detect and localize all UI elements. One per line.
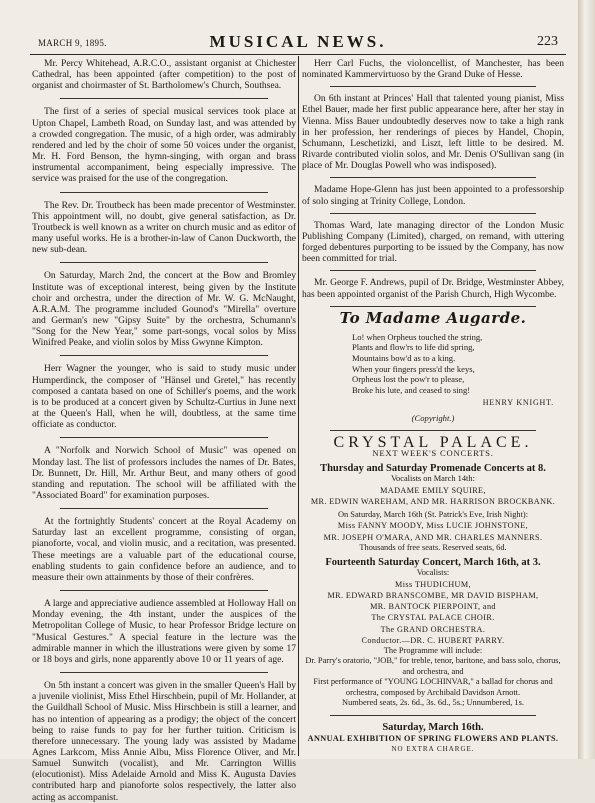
poem-copyright: (Copyright.) (411, 412, 455, 423)
advert-title: CRYSTAL PALACE. (333, 433, 533, 451)
promenade-heading: Thursday and Saturday Promenade Concerts at 8. (320, 463, 546, 474)
news-item-holloway-hall: A large and appreciative audience assembled at Holloway Hall on Monday evening, the 4th instant, under the auspices of the Metropolitan College of Music, to hear Professor Bridge lecture on "Musical Gestures." A special feature in the lecture was the admirable manner in which the illustrations were given by some 17 or 18 boys and girls, none apparently above 10 or 11 years of age. (32, 598, 296, 665)
news-item-bauer: On 6th instant at Princes' Hall that talented young pianist, Miss Ethel Bauer, made her first public appearance here, after her stay in Vienna. Miss Bauer undoubtedly deserves now to take a high rank in her profession, her renderings of pieces by Handel, Chopin, Schumann, Leschetizki, and Liszt, left little to be desired. M. Rivarde contributed violin solos, and Mr. Denis O'Sullivan sang (in place of Mr. Douglas Powell who was indisposed). (302, 93, 564, 172)
seat-prices: Numbered seats, 2s. 6d., 3s. 6d., 5s.; Unnumbered, 1s. (342, 698, 524, 708)
fourteenth-concert-heading: Fourteenth Saturday Concert, March 16th, at 3. (325, 557, 541, 569)
poem-line: Mountains bow'd as to a king. (352, 353, 456, 363)
vocalist-pierpoint: MR. BANTOCK PIERPOINT, and (370, 602, 496, 612)
vocalists-misses: Miss FANNY MOODY, Miss LUCIE JOHNSTONE, (337, 521, 529, 531)
news-item-royal-academy: At the fortnightly Students' concert at the Royal Academy on Saturday last an excellent programme, consisting of organ, pianoforte, vocal, and violin music, and a recitation, was presented. These meetings are a valuable part of the educational course, enabling students to gain confidence before an audience, and to measure their own attainments by those of their confrères. (32, 516, 296, 583)
item-separator (330, 270, 536, 271)
choir-line: The CRYSTAL PALACE CHOIR. (371, 613, 495, 623)
news-item-troutbeck: The Rev. Dr. Troutbeck has been made precentor of Westminster. This appointment will, no doubt, give general satisfaction, as Dr. Troutbeck is well known as a writer on church music and as editor of many useful works. He is a brother-in-law of Canon Duckworth, the new sub-dean. (32, 199, 296, 256)
item-separator (330, 177, 536, 178)
news-item-bow-bromley: On Saturday, March 2nd, the concert at the Bow and Bromley Institute was of exceptional interest, being given by the Institute choir and orchestra, under the direction of Mr. W. G. McNaught, A.R.A.M. The programme included Gounod's "Mirella" overture and German's new "Gipsy Suite" by the orchestra, Schumann's "Song for the New Year," some part-songs, vocal solos by Miss Winifred Peake, and violin solos by Miss Gwynne Kimpton. (32, 270, 296, 349)
programme-lochinvar: First performance of "YOUNG LOCHINVAR," a ballad for chorus and orchestra, composed by Archibald Davidson Arnott. (313, 677, 553, 697)
item-separator (330, 715, 536, 716)
news-item-andrews: Mr. George F. Andrews, pupil of Dr. Bridge, Westminster Abbey, has been appointed organist of the Parish Church, High Wycombe. (302, 277, 564, 300)
vocalist-madame: MADAME EMILY SQUIRE, (380, 485, 486, 495)
no-extra-charge: NO EXTRA CHARGE. (391, 745, 475, 754)
conductor-line: Conductor.—DR. C. HUBERT PARRY. (361, 635, 505, 645)
item-separator (60, 98, 268, 99)
advert-subtitle: NEXT WEEK'S CONCERTS. (372, 447, 494, 458)
poem-lines (352, 332, 564, 396)
poem-line: Plants and flow'rs to life did spring, (352, 342, 475, 353)
left-column (32, 58, 296, 803)
item-separator (60, 590, 268, 591)
page-header (30, 30, 566, 52)
item-separator (330, 430, 536, 431)
programme-job: Dr. Parry's oratorio, "JOB," for treble, tenor, baritone, and bass solo, chorus, and orchestra, and (305, 656, 561, 676)
vocalists-label: Vocalists: (416, 568, 450, 578)
item-separator (330, 86, 536, 87)
poem-line: Orpheus lost the pow'r to please, (352, 374, 465, 385)
vocalists-mr: MR. EDWIN WAREHAM, AND MR. HARRISON BROCKBANK. (310, 496, 556, 506)
news-item-thomas-ward: Thomas Ward, late managing director of the London Music Publishing Company (Limited), charged, on remand, with uttering forged debentures purporting to be issued by the Company, has now been committed for trial. (302, 219, 564, 265)
vocalists-branscombe-bispham: MR. EDWARD BRANSCOMBE, MR DAVID BISPHAM, (327, 591, 539, 601)
final-saturday-heading: Saturday, March 16th. (382, 721, 484, 733)
news-item-norfolk-norwich: A "Norfolk and Norwich School of Music" was opened on Monday last. The list of professors includes the names of Dr. Bates, Dr. Bunnett, Dr. Hill, Mr. Arthur Beut, and many others of good standing and reputation. The school will be affiliated with the "Associated Board" for examination purposes. (32, 445, 296, 501)
poem-line: When your fingers press'd the keys, (352, 363, 475, 374)
news-item-wagner: Herr Wagner the younger, who is said to study music under Humperdinck, the composer of "Hänsel und Gretel," has recently composed a cantata based on one of Schiller's poems, and the work is to be produced at a concert given by Schultz-Curtius in June next at the Queen's Hall, when he will, doubtless, at the same time officiate as conductor. (32, 363, 296, 431)
column-divider (298, 56, 299, 756)
page-edge (578, 0, 595, 759)
item-separator (60, 355, 268, 356)
crystal-palace-advert (302, 433, 564, 756)
news-item-fuchs: Herr Carl Fuchs, the violoncellist, of Manchester, has been nominated Kammervirtuoso by the Grand Duke of Hesse. (302, 58, 564, 81)
news-item-hope-glenn: Madame Hope-Glenn has just been appointed to a professorship of solo singing at Trinity College, London. (302, 184, 564, 207)
poem-block (302, 308, 564, 424)
right-column (302, 58, 564, 755)
news-item-hirschbein: On 5th instant a concert was given in the smaller Queen's Hall by a juvenile violinist, Miss Ethel Hirschbein, pupil of Mr. Hollander, at the Guildhall School of Music. Miss Hirschbein is still a learner, and has no intention of appearing as a prodigy; the object of the concert being to raise funds to pay for her further tuition. Criticism is therefore unnecessary. The young lady was assisted by Madame Agnes Larkcom, Miss Annie Albu, Miss Florence Oliver, and Mr. Samuel Sunwitch (vocalist), and Mr. Carrington Willis (elocutionist). Miss Adelaide Arnold and Miss K. Augusta Davies contributed harp and pianoforte solos respectively, the latter also acting as accompanist. (32, 680, 296, 803)
poem-line: Broke his lute, and ceased to sing! (352, 384, 471, 395)
programme-intro: The Programme will include: (383, 645, 483, 655)
item-separator (60, 192, 268, 193)
header-date: MARCH 9, 1895. (38, 38, 107, 48)
item-separator (60, 262, 268, 263)
poem-title: To Madame Augarde. (339, 308, 527, 327)
masthead-title: MUSICAL NEWS. (209, 32, 387, 51)
free-seats-note: Thousands of free seats. Reserved seats, 6d. (359, 542, 507, 552)
news-item-whitehead: Mr. Percy Whitehead, A.R.C.O., assistant organist at Chichester Cathedral, has been appointed (after competition) to the post of organist and choirmaster of St. Bartholomew's Church, Southsea. (32, 58, 296, 92)
item-separator (330, 213, 536, 214)
annual-exhibition: ANNUAL EXHIBITION OF SPRING FLOWERS AND PLANTS. (307, 734, 559, 744)
vocalists-messrs: MR. JOSEPH O'MARA, AND MR. CHARLES MANNERS. (323, 532, 543, 542)
vocalists-14th: Vocalists on March 14th: (391, 474, 475, 484)
saturday-16th-line: On Saturday, March 16th (St. Patrick's Eve, Irish Night): (337, 509, 529, 519)
news-item-upton-chapel: The first of a series of special musical services took place at Upton Chapel, Lambeth Road, on Sunday last, and was attended by a crowded congregation. The music, of a high order, was admirably rendered and led by the choir of some 50 voices under the organist, Mr. H. Ford Benson, the hymn-singing, with organ and brass instrumental accompaniment, being especially impressive. The service was praised for the use of the congregation. (32, 106, 296, 185)
orchestra-line: The GRAND ORCHESTRA. (380, 624, 486, 634)
item-separator (60, 508, 268, 509)
header-rule (30, 54, 566, 55)
page-number: 223 (537, 34, 558, 49)
poem-line: Lo! when Orpheus touched the string, (352, 331, 483, 342)
poem-author: HENRY KNIGHT. (482, 398, 554, 408)
item-separator (330, 306, 536, 307)
item-separator (60, 437, 268, 438)
vocalist-thudichum: Miss THUDICHUM, (395, 579, 471, 589)
item-separator (60, 672, 268, 673)
